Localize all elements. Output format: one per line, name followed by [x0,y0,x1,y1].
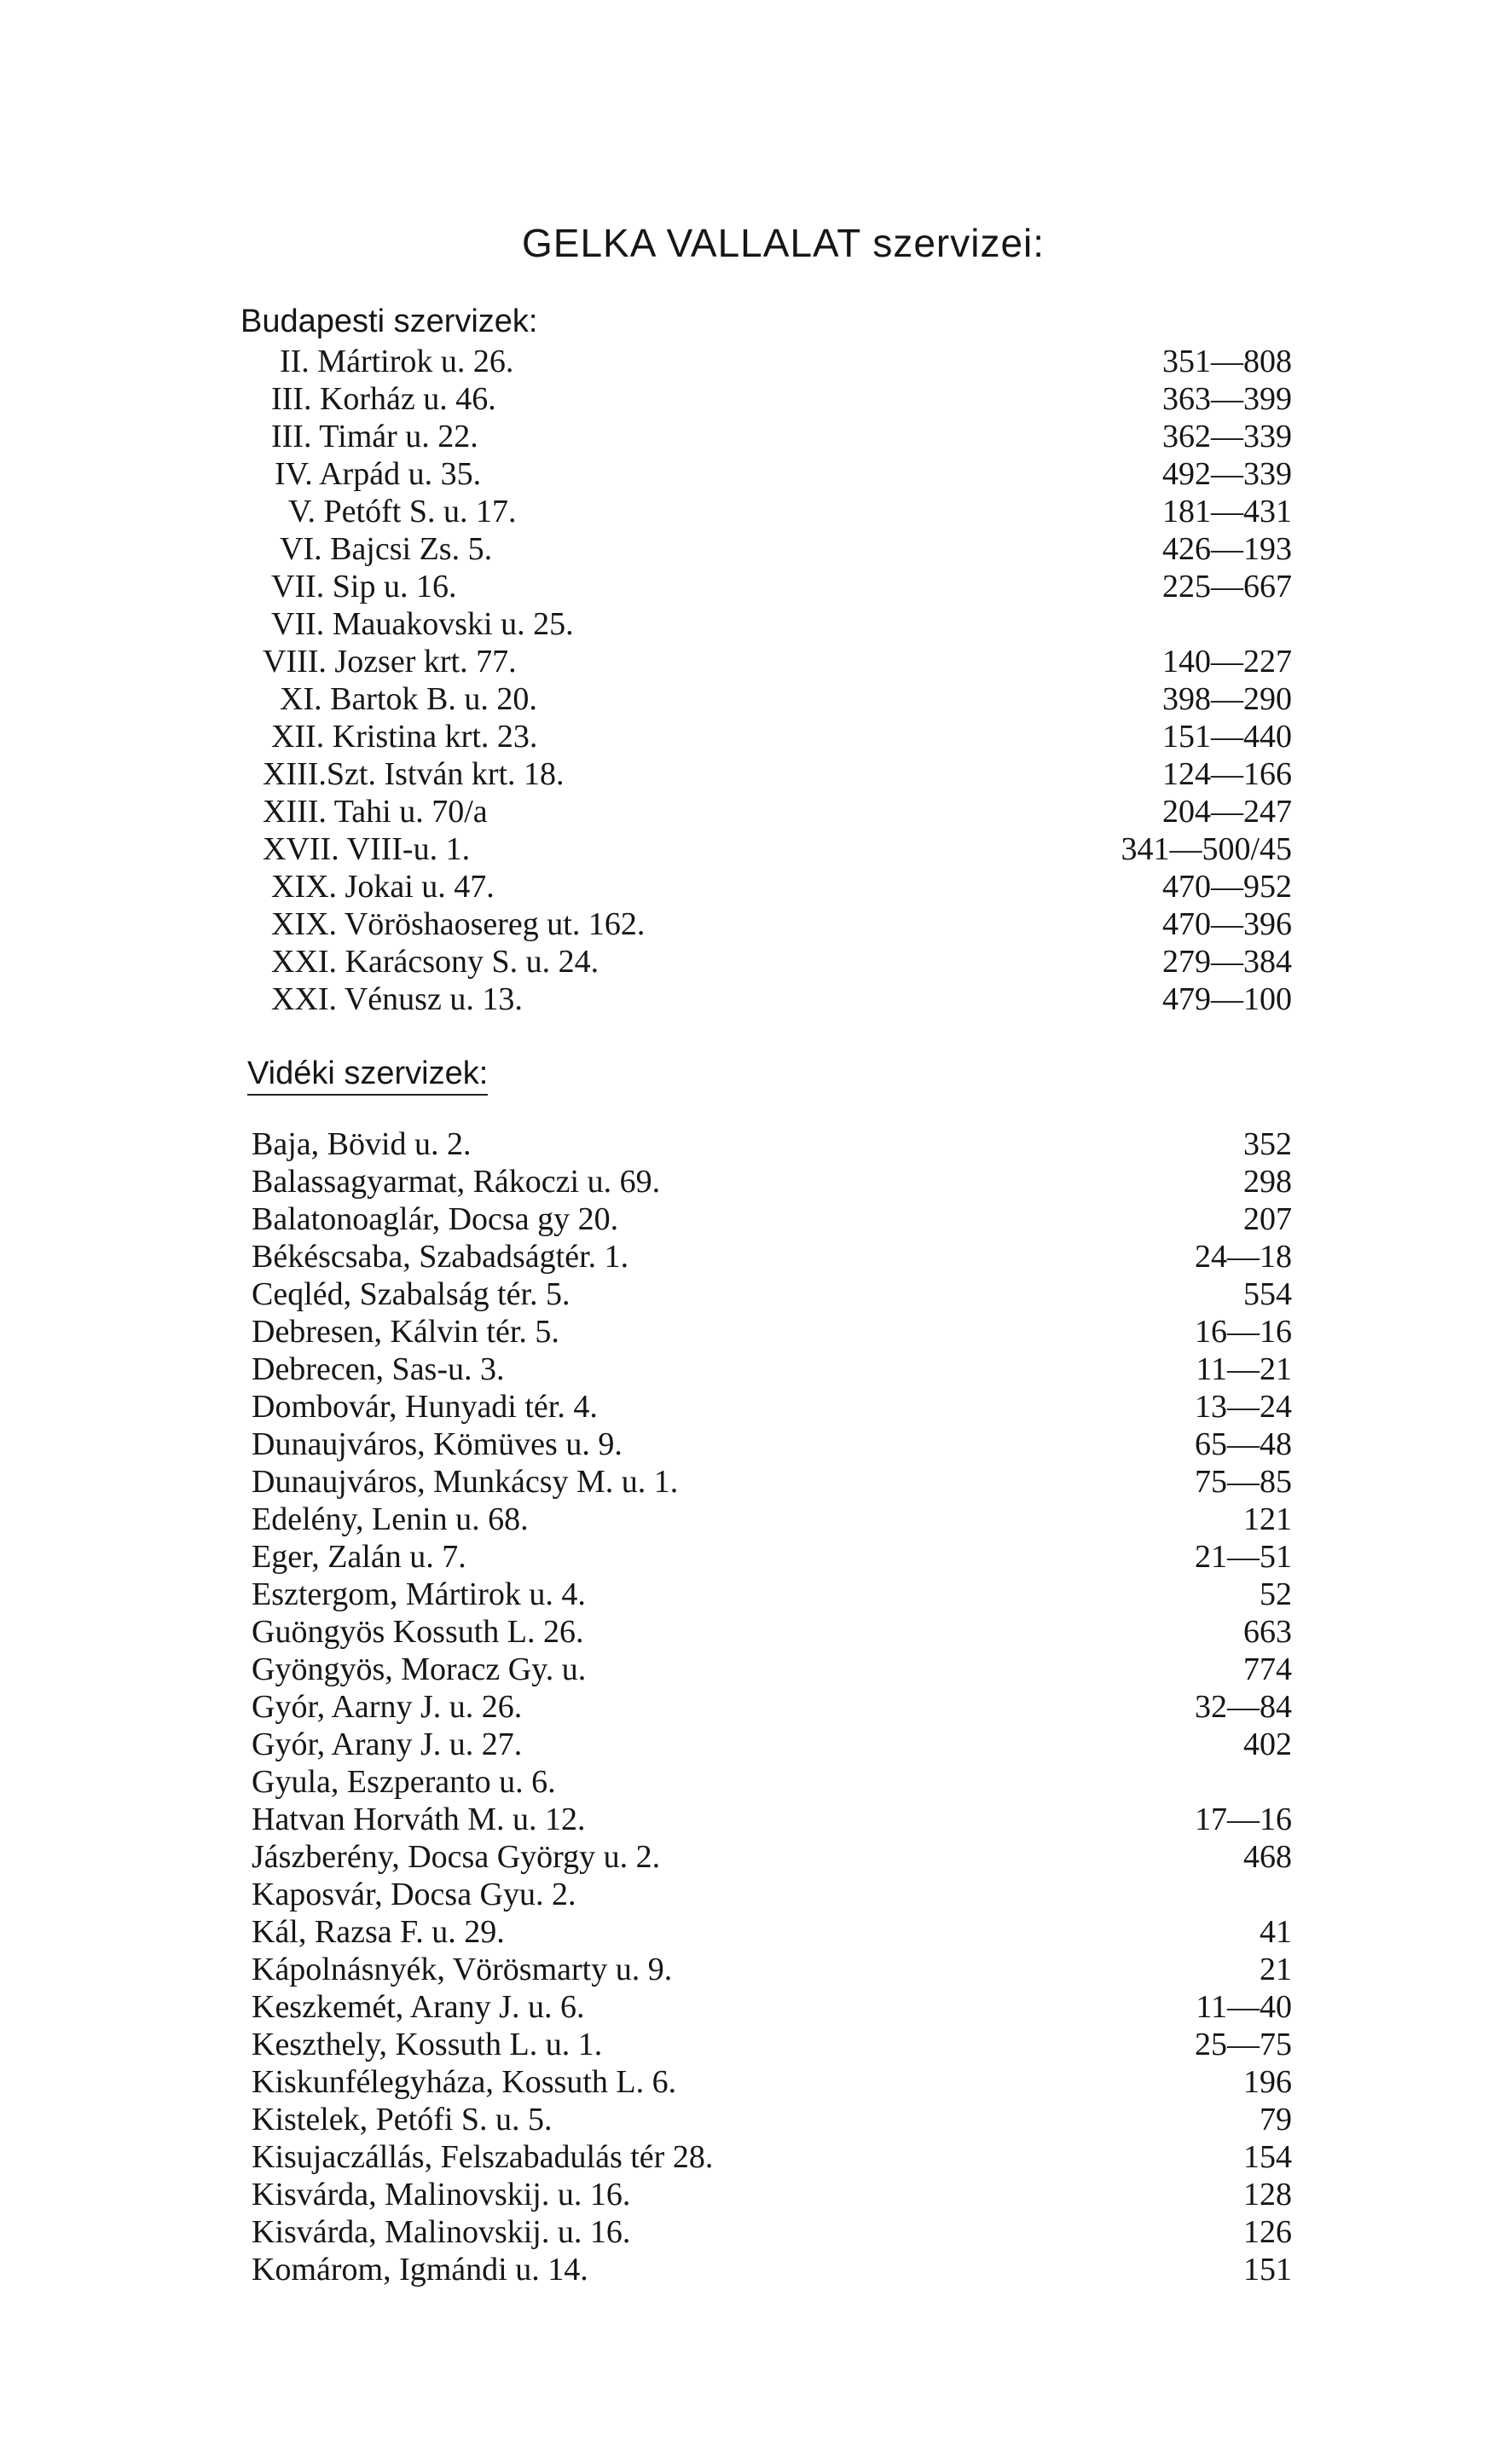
budapest-heading: Budapesti szervizek: [240,304,538,339]
list-item-address: Debrecen, Sas-u. 3. [252,1351,505,1387]
list-item-phone: 181—431 [1162,494,1292,529]
list-item-phone: 24—18 [1195,1239,1292,1275]
list-item-address: Dombovár, Hunyadi tér. 4. [252,1389,598,1425]
list-item-address: XIII. Tahi u. 70/a [263,794,488,830]
list-item-phone: 11—21 [1196,1351,1292,1387]
list-item-phone: 124—166 [1162,756,1292,792]
list-item-phone: 151—440 [1162,719,1292,755]
budapest-phone-column [1109,343,1292,1018]
list-item-phone: 341—500/45 [1121,831,1292,867]
list-item-phone: 154 [1243,2139,1292,2175]
list-item-address: II. Mártirok u. 26. [280,344,514,379]
list-item-address: Gyula, Eszperanto u. 6. [252,1764,556,1800]
list-item-address: Balassagyarmat, Rákoczi u. 69. [252,1164,661,1200]
list-item-address: Hatvan Horváth M. u. 12. [252,1802,586,1837]
list-item-phone: 121 [1243,1501,1292,1537]
list-item-address: Dunaujváros, Kömüves u. 9. [252,1426,623,1462]
list-item-phone: 351—808 [1162,344,1292,379]
list-item-phone: 196 [1243,2064,1292,2100]
list-item-phone: 363—399 [1162,381,1292,417]
list-item-phone: 554 [1243,1276,1292,1312]
videki-address-column [252,1125,1104,2288]
list-item-address: VII. Mauakovski u. 25. [271,606,574,642]
list-item-address: Keszthely, Kossuth L. u. 1. [252,2027,603,2062]
list-item-address: Kiskunfélegyháza, Kossuth L. 6. [252,2064,677,2100]
list-item-address: Békéscsaba, Szabadságtér. 1. [252,1239,629,1275]
list-item-phone: 663 [1243,1614,1292,1650]
list-item-address: XIX. Vöröshaosereg ut. 162. [271,906,646,942]
list-item-address: XXI. Vénusz u. 13. [271,981,523,1017]
list-item-phone: 25—75 [1195,2027,1292,2062]
list-item-address: Edelény, Lenin u. 68. [252,1501,529,1537]
list-item-phone: 128 [1243,2177,1292,2212]
list-item-address: VII. Sip u. 16. [271,569,457,604]
list-item-address: XI. Bartok B. u. 20. [280,681,537,717]
list-item-phone: 21—51 [1195,1539,1292,1575]
list-item-address: Baja, Bövid u. 2. [252,1126,472,1162]
list-item-phone: 352 [1243,1126,1292,1162]
list-item-phone: 13—24 [1195,1389,1292,1425]
list-item-phone: 468 [1243,1839,1292,1875]
list-item-address: Kápolnásnyék, Vörösmarty u. 9. [252,1952,673,1987]
list-item-address: Gyöngyös, Moracz Gy. u. [252,1651,587,1687]
list-item-phone: 75—85 [1195,1464,1292,1500]
list-item-address: Esztergom, Mártirok u. 4. [252,1576,586,1612]
list-item-phone: 479—100 [1162,981,1292,1017]
list-item-address: XVII. VIII-u. 1. [263,831,471,867]
list-item-phone: 204—247 [1162,794,1292,830]
list-item-address: Eger, Zalán u. 7. [252,1539,466,1575]
list-item-phone: 279—384 [1162,944,1292,980]
list-item-address: Kál, Razsa F. u. 29. [252,1914,505,1950]
list-item-phone [1109,605,1292,643]
list-item-address: Komárom, Igmándi u. 14. [252,2252,588,2288]
list-item-address: Kaposvár, Docsa Gyu. 2. [252,1877,576,1912]
list-item-phone: 17—16 [1195,1802,1292,1837]
list-item-phone: 151 [1243,2252,1292,2288]
list-item-phone: 79 [1260,2102,1292,2137]
list-item-phone [1109,1763,1292,1801]
list-item-phone: 126 [1243,2214,1292,2250]
list-item-address: Balatonoaglár, Docsa gy 20. [252,1201,619,1237]
list-item-address: Kisvárda, Malinovskij. u. 16. [252,2214,631,2250]
list-item-phone: 65—48 [1195,1426,1292,1462]
list-item-phone: 470—952 [1162,869,1292,905]
list-item-phone: 774 [1243,1651,1292,1687]
list-item-phone: 426—193 [1162,531,1292,567]
list-item-phone: 398—290 [1162,681,1292,717]
list-item-address: Kisvárda, Malinovskij. u. 16. [252,2177,631,2212]
list-item-address: Kisujaczállás, Felszabadulás tér 28. [252,2139,714,2175]
list-item-address: Gyór, Aarny J. u. 26. [252,1689,523,1725]
list-item-phone [1109,1876,1292,1913]
list-item-address: Debresen, Kálvin tér. 5. [252,1314,559,1350]
list-item-phone: 225—667 [1162,569,1292,604]
list-item-phone: 41 [1260,1914,1292,1950]
videki-phone-column [1109,1125,1292,2288]
list-item-phone: 11—40 [1196,1989,1292,2025]
list-item-phone: 140—227 [1162,644,1292,680]
list-item-address: Kistelek, Petófi S. u. 5. [252,2102,553,2137]
list-item-address: XIII.Szt. István krt. 18. [263,756,565,792]
list-item-address: Keszkemét, Arany J. u. 6. [252,1989,585,2025]
budapest-address-column [0,343,853,1018]
list-item-address: Jászberény, Docsa György u. 2. [252,1839,661,1875]
list-item-address: III. Timár u. 22. [271,419,478,454]
list-item-phone: 52 [1260,1576,1292,1612]
list-item-phone: 207 [1243,1201,1292,1237]
list-item-address: Dunaujváros, Munkácsy M. u. 1. [252,1464,679,1500]
list-item-address: XIX. Jokai u. 47. [271,869,495,905]
list-item-phone: 32—84 [1195,1689,1292,1725]
list-item-address: XXI. Karácsony S. u. 24. [271,944,599,980]
list-item-address: IV. Arpád u. 35. [275,456,482,492]
list-item-address: XII. Kristina krt. 23. [271,719,538,755]
list-item-phone: 362—339 [1162,419,1292,454]
list-item-address: VI. Bajcsi Zs. 5. [280,531,493,567]
list-item-phone: 492—339 [1162,456,1292,492]
list-item-phone: 298 [1243,1164,1292,1200]
list-item-phone: 21 [1260,1952,1292,1987]
page-title: GELKA VALLALAT szervizei: [522,221,1045,265]
list-item-address: III. Korház u. 46. [271,381,496,417]
list-item-phone: 402 [1243,1727,1292,1762]
list-item-phone: 16—16 [1195,1314,1292,1350]
list-item-address: Gyór, Arany J. u. 27. [252,1727,523,1762]
list-item-address: Guöngyös Kossuth L. 26. [252,1614,584,1650]
list-item-address: VIII. Jozser krt. 77. [263,644,517,680]
list-item-phone: 470—396 [1162,906,1292,942]
list-item-address: Ceqléd, Szabalság tér. 5. [252,1276,570,1312]
list-item-address: V. Petóft S. u. 17. [288,494,517,529]
videki-heading: Vidéki szervizek: [247,1056,488,1096]
